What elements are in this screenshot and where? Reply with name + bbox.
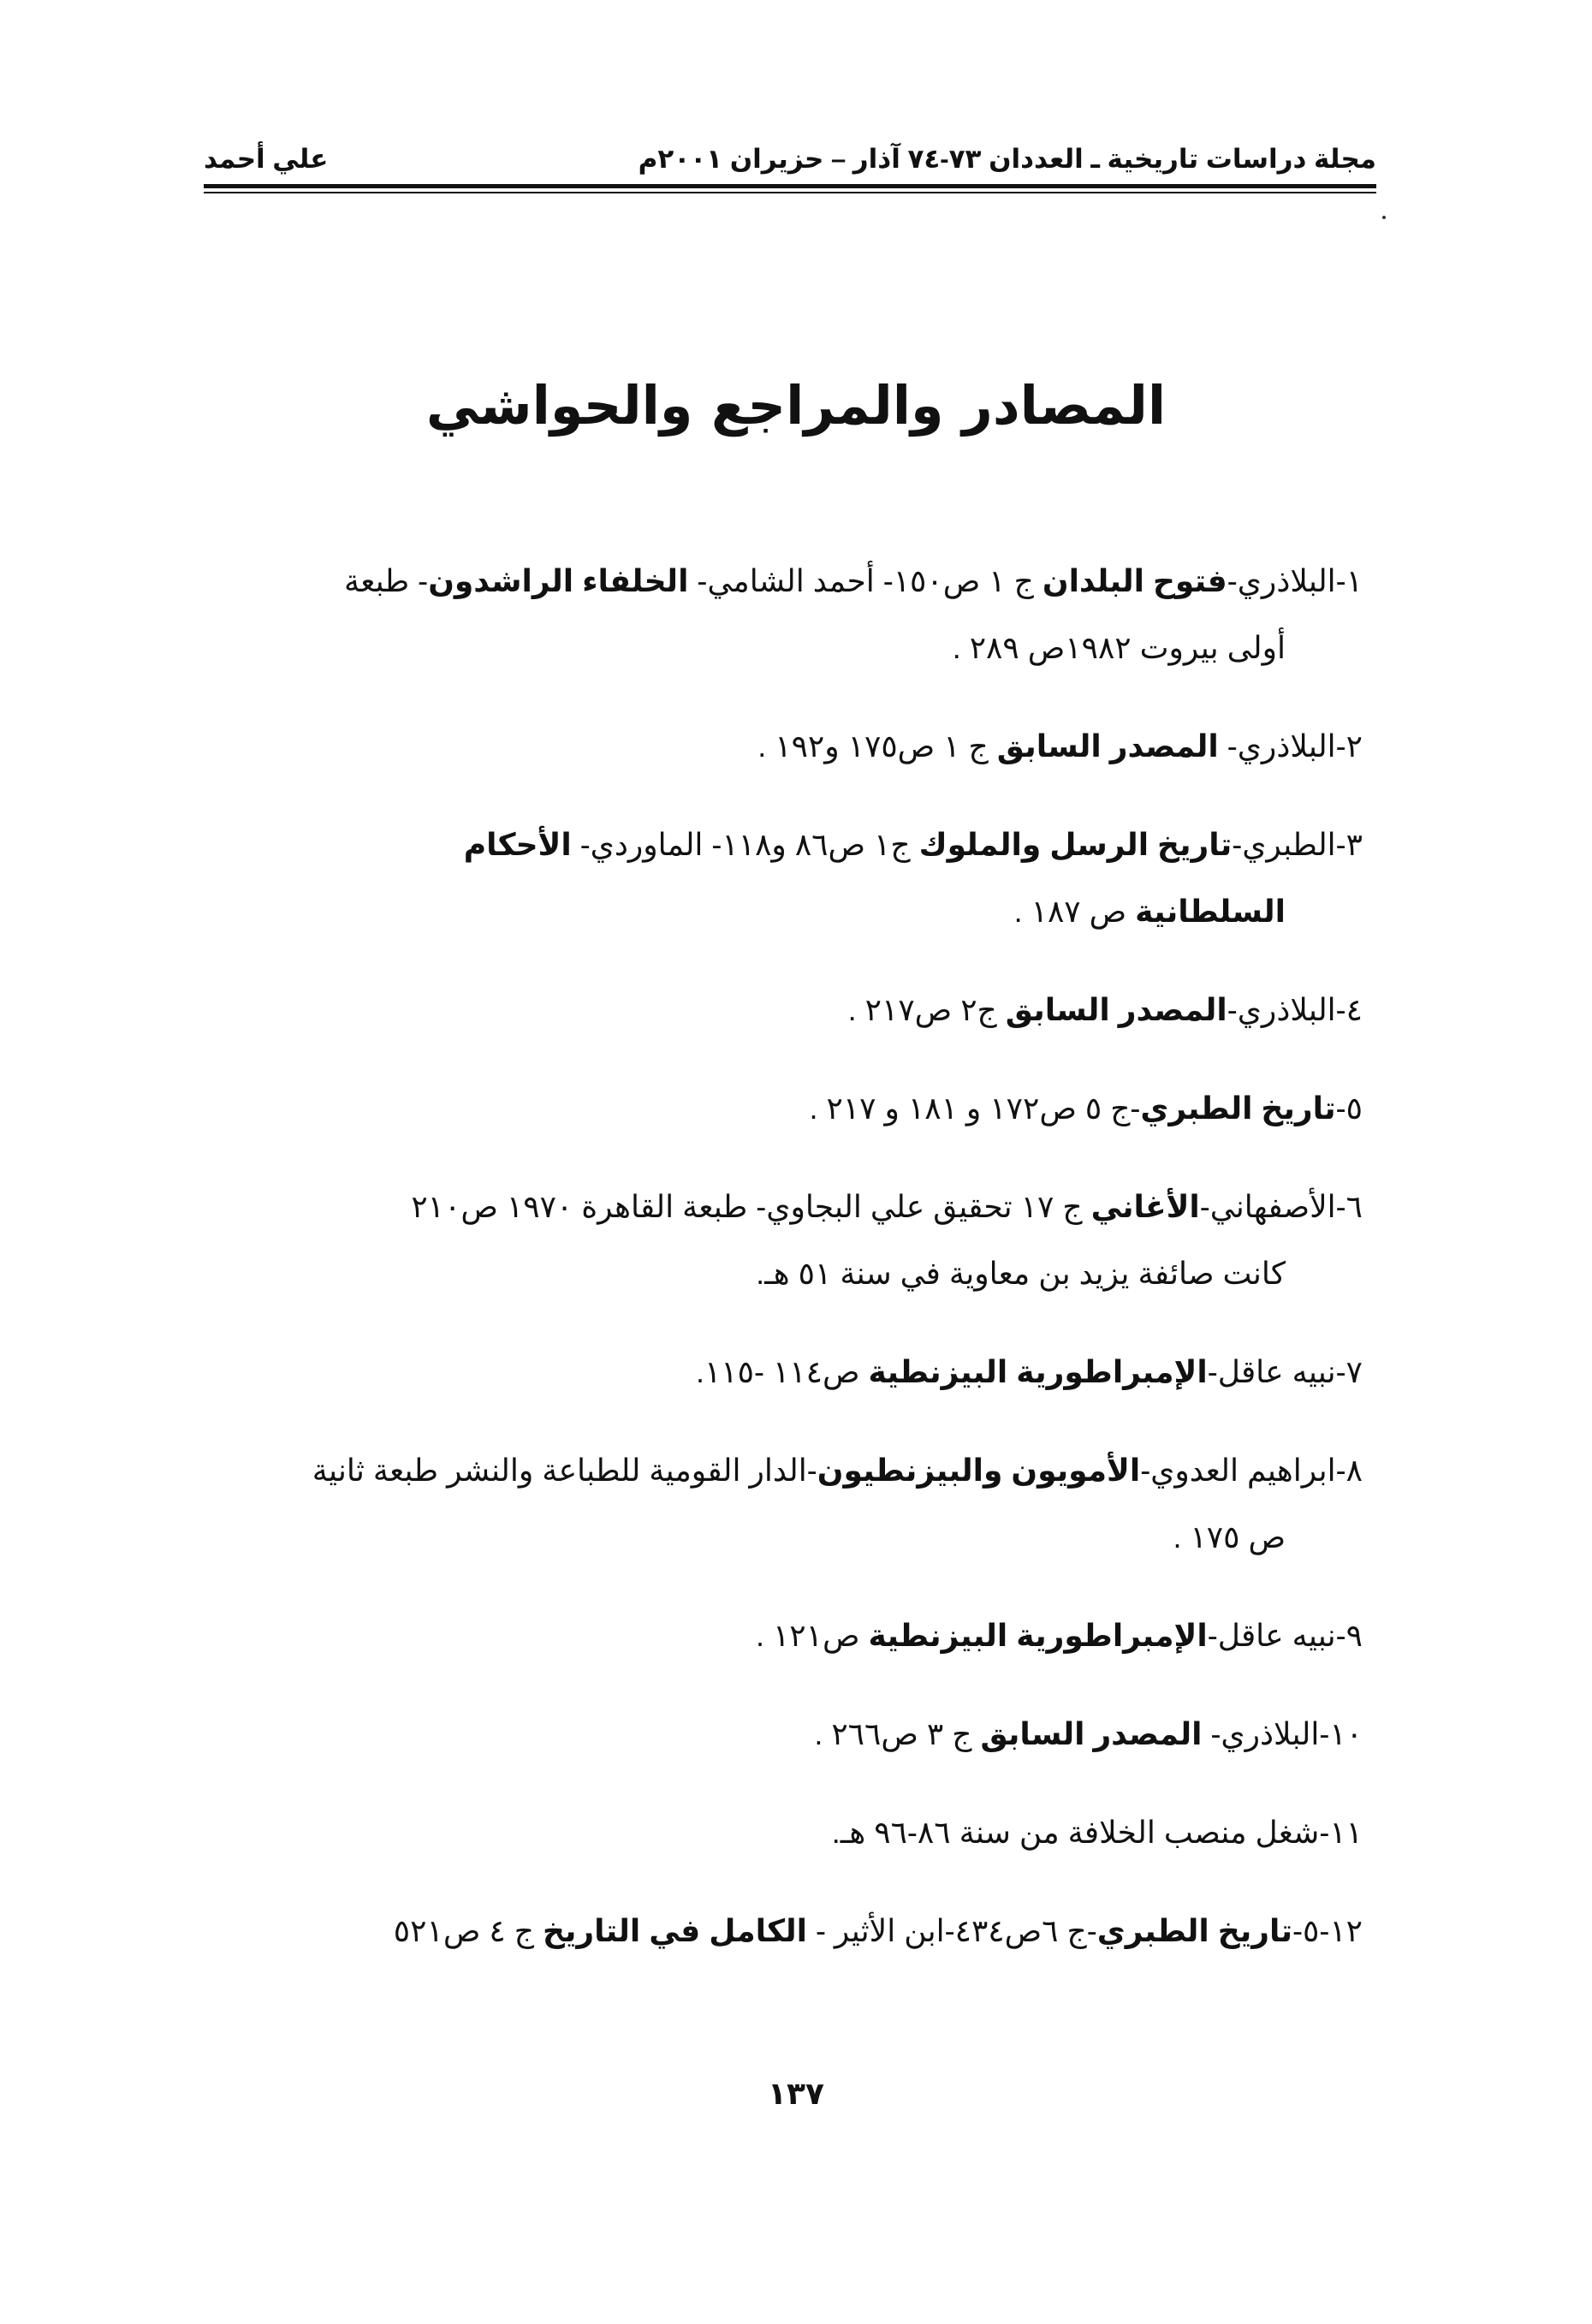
note-text xyxy=(394,1913,1363,1948)
note-run: ٢-البلاذري- xyxy=(1218,728,1363,764)
note-run: ١٠-البلاذري- xyxy=(1202,1716,1363,1751)
note-text xyxy=(696,1354,1363,1389)
note-text xyxy=(756,1618,1363,1653)
note-item xyxy=(205,1898,1363,1964)
note-text xyxy=(757,728,1363,764)
header-rule-thin xyxy=(204,192,1376,193)
note-run: -ج ٥ ص١٧٢ و ١٨١ و ٢١٧ . xyxy=(809,1091,1141,1126)
note-item xyxy=(205,1437,1363,1571)
note-title-run: الأمويون والبيزنطيون xyxy=(817,1453,1141,1488)
note-run: - طبعة xyxy=(344,563,429,598)
note-run: ص ١٧٥ . xyxy=(1173,1519,1286,1554)
note-title-run: المصدر السابق xyxy=(980,1716,1203,1751)
note-run: ١٢-٥- xyxy=(1292,1913,1363,1948)
note-run: ج ١٧ تحقيق علي البجاوي- طبعة القاهرة ١٩٧٠ ص٢١٠ xyxy=(411,1189,1091,1224)
note-run: أولى بيروت ١٩٨٢ص ٢٨٩ . xyxy=(952,630,1286,665)
note-run: ص ١٨٧ . xyxy=(1013,894,1136,929)
note-run: ١١-شغل منصب الخلافة من سنة ٨٦-٩٦ هـ. xyxy=(831,1815,1363,1850)
note-run: ٧-نبيه عاقل- xyxy=(1207,1354,1363,1389)
note-item xyxy=(205,1701,1363,1768)
note-title-run: السلطانية xyxy=(1135,894,1286,929)
note-item xyxy=(205,1799,1363,1866)
note-continuation xyxy=(205,1504,1363,1571)
note-run: ص١١٤ -١١٥. xyxy=(695,1354,869,1389)
note-title-run: تاريخ الرسل والملوك xyxy=(918,827,1233,862)
note-item xyxy=(205,1602,1363,1669)
note-title-run: فتوح البلدان xyxy=(1042,563,1227,598)
note-run: ١-البلاذري- xyxy=(1227,563,1363,598)
note-run: ج ٤ ص٥٢١ xyxy=(393,1913,543,1948)
note-title-run: المصدر السابق xyxy=(1005,992,1227,1027)
note-title-run: الخلفاء الراشدون xyxy=(428,563,689,598)
note-continuation xyxy=(205,878,1363,945)
note-item xyxy=(205,1339,1363,1406)
note-text xyxy=(411,1189,1363,1224)
notes-list xyxy=(205,548,1363,1996)
note-text xyxy=(814,1716,1363,1751)
note-item xyxy=(205,977,1363,1043)
note-run: كانت صائفة يزيد بن معاوية في سنة ٥١ هـ. xyxy=(756,1256,1286,1291)
note-run: -الدار القومية للطباعة والنشر طبعة ثانية xyxy=(312,1453,817,1488)
author-name: علي أحمد xyxy=(204,144,329,174)
note-run: -ج ٦ص٤٣٤-ابن الأثير - xyxy=(806,1913,1097,1948)
running-header xyxy=(204,137,1376,188)
note-run: ٣-الطبري- xyxy=(1232,827,1363,862)
note-text xyxy=(312,1453,1363,1488)
note-run: ٤-البلاذري- xyxy=(1227,992,1363,1027)
note-run: ٨-ابراهيم العدوي- xyxy=(1140,1453,1363,1488)
note-text xyxy=(809,1091,1363,1126)
journal-citation: مجلة دراسات تاريخية ـ العددان ٧٣-٧٤ آذار – حزيران ٢٠٠١م xyxy=(638,144,1376,174)
note-run: ٦-الأصفهاني- xyxy=(1199,1189,1363,1224)
header-rule-thick xyxy=(204,184,1376,188)
note-title-run: الكامل في التاريخ xyxy=(542,1913,807,1948)
note-item xyxy=(205,548,1363,681)
note-item xyxy=(205,811,1363,945)
note-text xyxy=(848,992,1363,1027)
note-title-run: الإمبراطورية البيزنطية xyxy=(868,1354,1208,1389)
note-run: ٩-نبيه عاقل- xyxy=(1207,1618,1363,1653)
note-title-run: الأغاني xyxy=(1090,1189,1200,1224)
note-title-run: المصدر السابق xyxy=(996,728,1219,764)
note-title-run: الأحكام xyxy=(463,827,572,862)
note-item xyxy=(205,713,1363,780)
note-continuation xyxy=(205,1240,1363,1307)
note-item xyxy=(205,1174,1363,1307)
speck-mark xyxy=(1382,216,1386,219)
note-title-run: الإمبراطورية البيزنطية xyxy=(868,1618,1208,1653)
note-title-run: تاريخ الطبري xyxy=(1096,1913,1292,1948)
note-run: ص١٢١ . xyxy=(755,1618,869,1653)
note-text xyxy=(832,1815,1363,1850)
note-run: ٥- xyxy=(1335,1091,1363,1126)
page-title: المصادر والمراجع والحواشي xyxy=(425,373,1167,437)
note-run: ج ٣ ص٢٦٦ . xyxy=(814,1716,981,1751)
note-continuation xyxy=(205,615,1363,681)
note-title-run: تاريخ الطبري xyxy=(1140,1091,1336,1126)
note-text xyxy=(344,563,1363,598)
note-run: ج٢ ص٢١٧ . xyxy=(847,992,1006,1027)
note-text xyxy=(464,827,1363,862)
note-run: ج ١ ص١٥٠- أحمد الشامي- xyxy=(688,563,1043,598)
page-number: ١٣٧ xyxy=(768,2076,824,2111)
note-run: ج١ ص٨٦ و١١٨- الماوردي- xyxy=(571,827,919,862)
note-run: ج ١ ص١٧٥ و١٩٢ . xyxy=(757,728,997,764)
note-item xyxy=(205,1075,1363,1142)
